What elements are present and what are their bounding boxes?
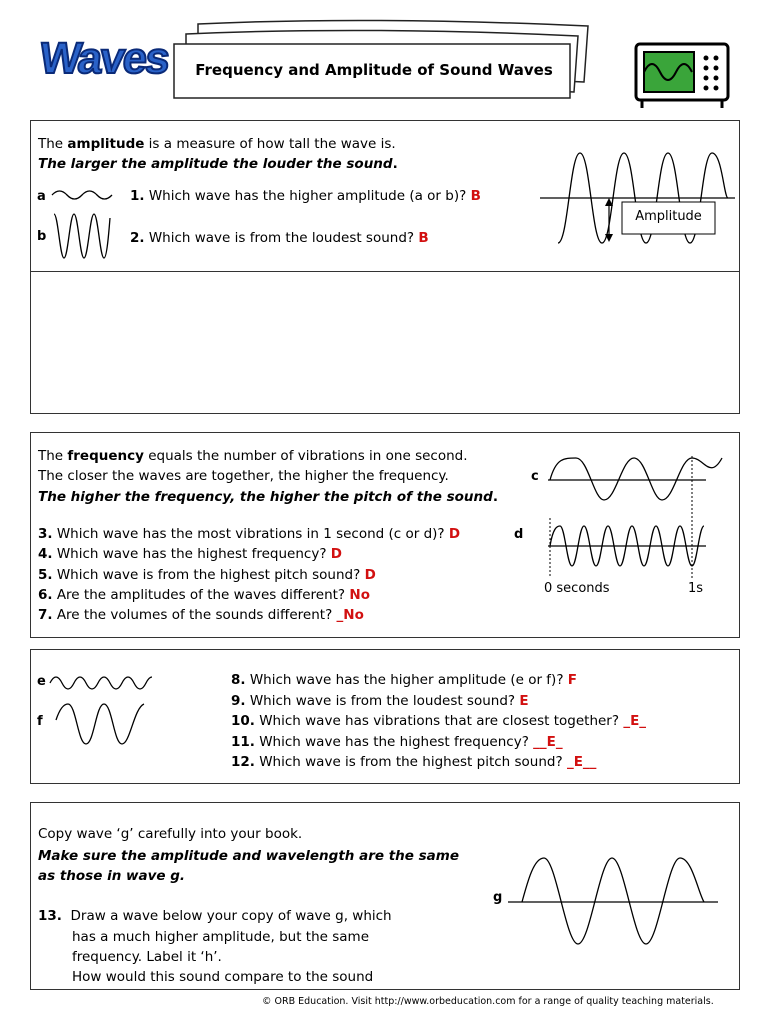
question-9: 9. Which wave is from the loudest sound? E [231, 693, 529, 709]
answer-5: D [364, 567, 376, 583]
amplitude-diagram-label: Amplitude [635, 209, 702, 224]
oscilloscope-icon [630, 38, 730, 108]
answer-1: B [470, 188, 481, 204]
frequency-intro: The frequency equals the number of vibrations in one second. [38, 448, 468, 464]
term-amplitude: amplitude [67, 136, 145, 152]
page-title: Frequency and Amplitude of Sound Waves [195, 61, 553, 79]
frequency-diagram [540, 448, 730, 588]
wave-f [56, 700, 152, 750]
question-6: 6. Are the amplitudes of the waves different? No [38, 587, 370, 603]
q13-line3: frequency. Label it ‘h’. [72, 949, 222, 965]
wave-a [52, 185, 112, 205]
wave-label-b: b [37, 229, 47, 244]
amplitude-rule: The larger the amplitude the louder the sound. [38, 156, 398, 172]
question-7: 7. Are the volumes of the sounds different? _No [38, 607, 364, 623]
logo-text: Waves [37, 34, 171, 83]
frequency-line2: The closer the waves are together, the higher the frequency. [38, 468, 449, 484]
answer-9: E [519, 693, 529, 709]
term-frequency: frequency [67, 448, 144, 464]
question-10: 10. Which wave has vibrations that are closest together? _E_ [231, 713, 647, 729]
wave-g [508, 852, 728, 952]
wave-label-e: e [37, 674, 46, 689]
wave-label-g: g [493, 890, 503, 905]
answer-6: No [349, 587, 370, 603]
answer-10: _E_ [623, 713, 647, 729]
wave-b [52, 210, 112, 266]
question-13: 13. Draw a wave below your copy of wave g, which [38, 908, 392, 924]
answer-12: _E__ [566, 754, 597, 770]
footer-credit: © ORB Education. Visit http://www.orbeducation.com for a range of quality teaching materials. [262, 996, 714, 1007]
frequency-rule: The higher the frequency, the higher the pitch of the sound. [38, 489, 498, 505]
wave-label-d: d [514, 527, 524, 542]
question-11: 11. Which wave has the highest frequency? __E_ [231, 734, 563, 750]
answer-4: D [330, 546, 342, 562]
wave-label-c: c [531, 469, 539, 484]
wave-label-a: a [37, 189, 46, 204]
answer-space-box [30, 271, 740, 414]
answer-11: __E_ [533, 734, 563, 750]
title-scroll-banner [168, 12, 588, 102]
question-2: 2. Which wave is from the loudest sound? B [130, 230, 429, 246]
answer-2: B [418, 230, 429, 246]
question-12: 12. Which wave is from the highest pitch sound? _E__ [231, 754, 597, 770]
answer-8: F [567, 672, 578, 688]
question-1: 1. Which wave has the higher amplitude (a or b)? B [130, 188, 481, 204]
wave-label-f: f [37, 714, 43, 729]
answer-3: D [448, 526, 461, 542]
wave-e [50, 672, 154, 694]
question-5: 5. Which wave is from the highest pitch sound? D [38, 567, 376, 583]
axis-start-label: 0 seconds [544, 581, 610, 596]
question-3: 3. Which wave has the most vibrations in 1 second (c or d)? D [38, 526, 461, 542]
g-instruction: Copy wave ‘g’ carefully into your book. [38, 826, 303, 842]
g-rule-line1: Make sure the amplitude and wavelength are the same [38, 848, 460, 864]
question-4: 4. Which wave has the highest frequency? D [38, 546, 342, 562]
amplitude-diagram [540, 148, 740, 248]
q13-line4: How would this sound compare to the sound [72, 969, 374, 985]
axis-end-label: 1s [688, 581, 704, 596]
g-rule-line2: as those in wave g. [38, 868, 186, 884]
q13-line2: has a much higher amplitude, but the same [72, 929, 369, 945]
logo [36, 30, 171, 94]
question-8: 8. Which wave has the higher amplitude (e or f)? F [231, 672, 578, 688]
answer-7: _No [336, 607, 364, 623]
amplitude-intro: The amplitude is a measure of how tall the wave is. [38, 136, 396, 152]
